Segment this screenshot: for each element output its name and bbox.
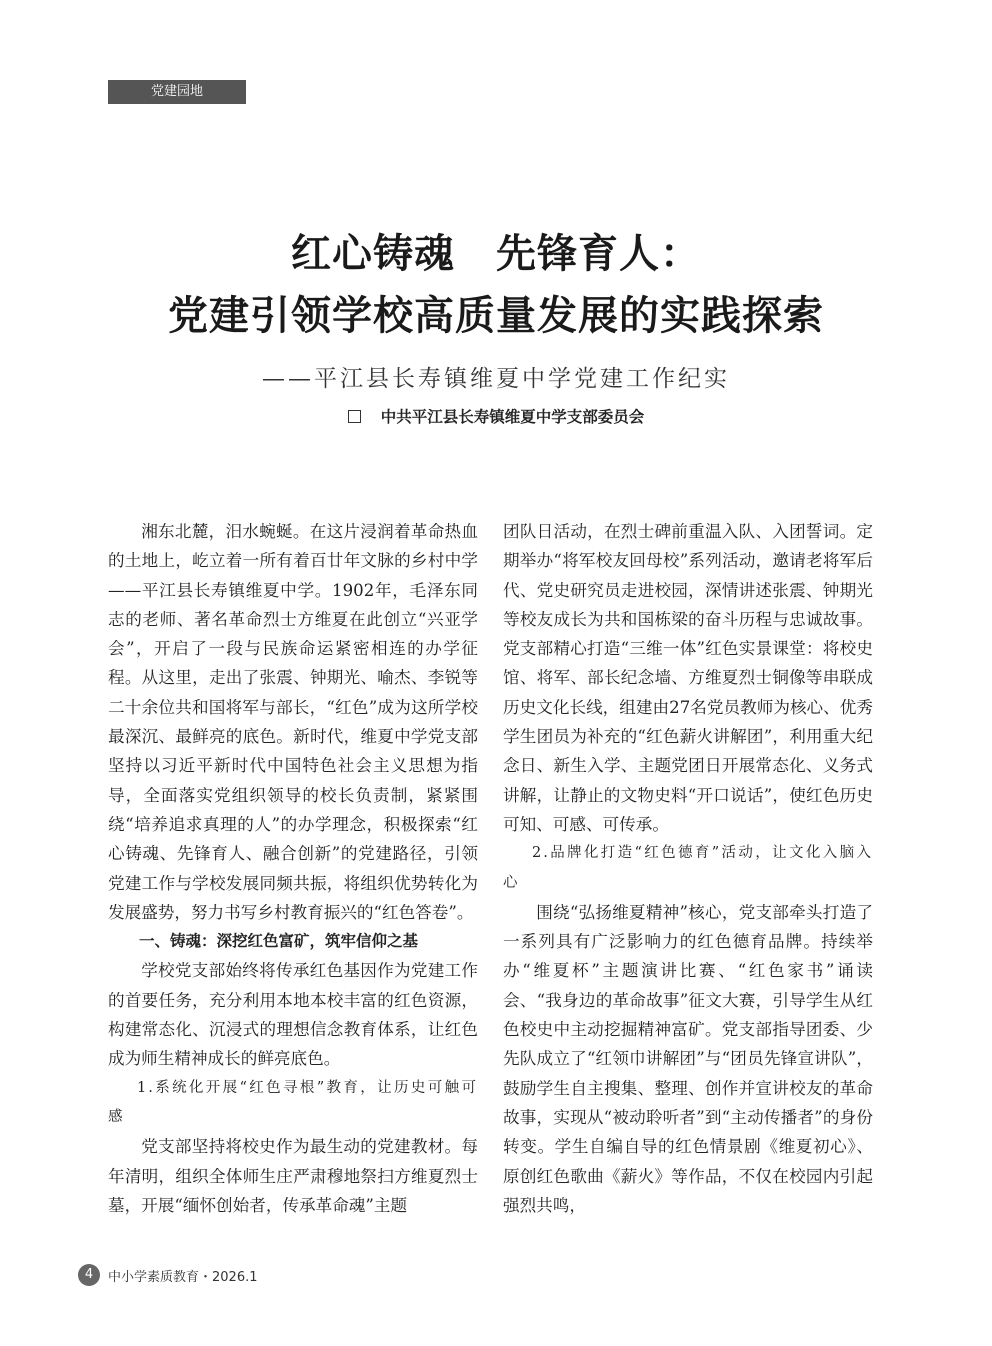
subsection-heading: 1.系统化开展“红色寻根”教育，让历史可触可感: [108, 1079, 478, 1125]
article-title-line2: 党建引领学校高质量发展的实践探索: [168, 293, 824, 339]
author: 中共平江县长寿镇维夏中学支部委员会: [380, 408, 645, 426]
paragraph: 学校党支部始终将传承红色基因作为党建工作的首要任务，充分利用本地本校丰富的红色资源，构建常态化、沉浸式的理想信念教育体系，让红色成为师生精神成长的鲜亮底色。: [108, 961, 478, 1069]
paragraph: 团队日活动，在烈士碑前重温入队、入团誓词。定期举办“将军校友回母校”系列活动，邀请老将军后代、党史研究员走进校园，深情讲述张震、钟期光等校友成长为共和国栋梁的奋斗历程与忠诚故事。党支部精心打造“三维一体”红色实景课堂：将校史馆、将军、部长纪念墙、方维夏烈士铜像等串联成历史文化长线，组建由27名党员教师为核心、优秀学生团员为补充的“红色薪火讲解团”，利用重大纪念日、新生入学、主题党团日开展常态化、义务式讲解，让静止的文物史料“开口说话”，使红色历史可知、可感、可传承。: [503, 522, 873, 834]
column-right: [503, 517, 873, 1220]
section-heading: 一、铸魂：深挖红色富矿，筑牢信仰之基: [139, 932, 419, 951]
page-footer: [78, 1264, 258, 1286]
author-line: [0, 405, 992, 427]
paragraph: 湘东北麓，汨水蜿蜒。在这片浸润着革命热血的土地上，屹立着一所有着百廿年文脉的乡村中学——平江县长寿镇维夏中学。1902年，毛泽东同志的老师、著名革命烈士方维夏在此创立“兴亚学会”，开启了一段与民族命运紧密相连的办学征程。从这里，走出了张震、钟期光、喻杰、李锐等二十余位共和国将军与部长，“红色”成为这所学校最深沉、最鲜亮的底色。新时代，维夏中学党支部坚持以习近平新时代中国特色社会主义思想为指导，全面落实党组织领导的校长负责制，紧紧围绕“培养追求真理的人”的办学理念，积极探索“红心铸魂、先锋育人、融合创新”的党建路径，引领党建工作与学校发展同频共振，将组织优势转化为发展盛势，努力书写乡村教育振兴的“红色答卷”。: [108, 522, 478, 922]
paragraph: 党支部坚持将校史作为最生动的党建教材。每年清明，组织全体师生庄严肃穆地祭扫方维夏烈士墓，开展“缅怀创始者，传承革命魂”主题: [108, 1137, 478, 1215]
page-number: 4: [78, 1264, 100, 1286]
paragraph: 围绕“弘扬维夏精神”核心，党支部牵头打造了一系列具有广泛影响力的红色德育品牌。持续举办“维夏杯”主题演讲比赛、“红色家书”诵读会、“我身边的革命故事”征文大赛，引导学生从红色校史中主动挖掘精神富矿。党支部指导团委、少先队成立了“红领巾讲解团”与“团员先锋宣讲队”，鼓励学生自主搜集、整理、创作并宣讲校友的革命故事，实现从“被动聆听者”到“主动传播者”的身份转变。学生自编自导的红色情景剧《维夏初心》、原创红色歌曲《薪火》等作品，不仅在校园内引起强烈共鸣，: [503, 902, 873, 1215]
article-title-line1: 红心铸魂 先锋育人：: [291, 231, 701, 277]
subsection-heading: 2.品牌化打造“红色德育”活动，让文化入脑入心: [503, 845, 873, 891]
section-tag: 党建园地: [108, 80, 246, 104]
journal-name: 中小学素质教育・2026.1: [108, 1269, 258, 1285]
column-left: [108, 517, 478, 1220]
article-subtitle: ——平江县长寿镇维夏中学党建工作纪实: [262, 366, 730, 392]
square-bullet-icon: [348, 410, 361, 423]
